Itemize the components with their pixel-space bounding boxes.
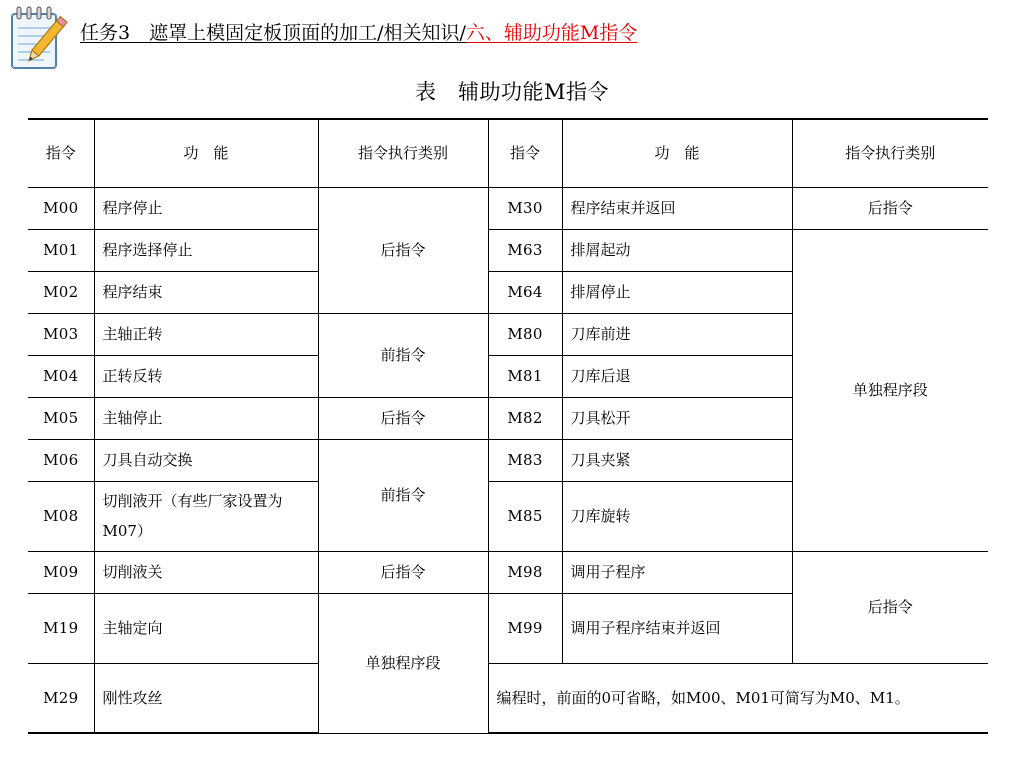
code-cell: M63 — [488, 229, 562, 271]
function-cell: 刀具松开 — [562, 397, 792, 439]
function-cell: 刚性攻丝 — [94, 663, 318, 733]
table-row — [28, 551, 988, 593]
function-cell: 程序结束并返回 — [562, 187, 792, 229]
code-cell: M04 — [28, 355, 94, 397]
category-cell: 后指令 — [318, 551, 488, 593]
table-row — [28, 663, 988, 733]
function-cell: 刀库后退 — [562, 355, 792, 397]
table-header-row — [28, 119, 988, 187]
code-cell: M85 — [488, 481, 562, 551]
code-cell: M03 — [28, 313, 94, 355]
code-cell: M98 — [488, 551, 562, 593]
code-cell: M30 — [488, 187, 562, 229]
header-cell: 指令执行类别 — [318, 119, 488, 187]
function-cell: 调用子程序结束并返回 — [562, 593, 792, 663]
function-cell: 主轴停止 — [94, 397, 318, 439]
table-row — [28, 187, 988, 229]
header-cell: 指令执行类别 — [792, 119, 988, 187]
table-title: 表 辅助功能M指令 — [414, 80, 609, 104]
function-cell: 主轴定向 — [94, 593, 318, 663]
function-cell: 刀具自动交换 — [94, 439, 318, 481]
code-cell: M64 — [488, 271, 562, 313]
function-cell: 程序选择停止 — [94, 229, 318, 271]
function-cell: 排屑起动 — [562, 229, 792, 271]
table-row — [28, 229, 988, 271]
function-cell: 刀库旋转 — [562, 481, 792, 551]
header-cell: 功 能 — [562, 119, 792, 187]
code-cell: M83 — [488, 439, 562, 481]
code-cell: M05 — [28, 397, 94, 439]
code-cell: M99 — [488, 593, 562, 663]
notebook-pencil-icon — [4, 2, 70, 72]
header-cell: 功 能 — [94, 119, 318, 187]
m-code-table — [28, 118, 988, 734]
breadcrumb-current-section[interactable]: 六、辅助功能M指令 — [465, 22, 638, 44]
function-cell: 刀具夹紧 — [562, 439, 792, 481]
code-cell: M08 — [28, 481, 94, 551]
function-cell: 调用子程序 — [562, 551, 792, 593]
code-cell: M09 — [28, 551, 94, 593]
function-cell: 正转反转 — [94, 355, 318, 397]
code-cell: M19 — [28, 593, 94, 663]
code-cell: M29 — [28, 663, 94, 733]
category-cell: 单独程序段 — [318, 593, 488, 733]
code-cell: M82 — [488, 397, 562, 439]
function-cell: 程序停止 — [94, 187, 318, 229]
category-cell: 后指令 — [318, 187, 488, 313]
code-cell: M02 — [28, 271, 94, 313]
code-cell: M06 — [28, 439, 94, 481]
category-cell: 后指令 — [792, 551, 988, 663]
code-cell: M01 — [28, 229, 94, 271]
function-cell: 刀库前进 — [562, 313, 792, 355]
category-cell: 单独程序段 — [792, 229, 988, 551]
header-cell: 指令 — [28, 119, 94, 187]
code-cell: M81 — [488, 355, 562, 397]
category-cell: 前指令 — [318, 439, 488, 551]
function-cell: 切削液关 — [94, 551, 318, 593]
function-cell: 排屑停止 — [562, 271, 792, 313]
function-cell: 切削液开（有些厂家设置为M07） — [94, 481, 318, 551]
breadcrumb — [80, 20, 637, 46]
function-cell: 主轴正转 — [94, 313, 318, 355]
category-cell: 后指令 — [318, 397, 488, 439]
function-cell: 程序结束 — [94, 271, 318, 313]
header-cell: 指令 — [488, 119, 562, 187]
category-cell: 后指令 — [792, 187, 988, 229]
code-cell: M80 — [488, 313, 562, 355]
note-cell: 编程时，前面的0可省略，如M00、M01可简写为M0、M1。 — [488, 663, 988, 733]
breadcrumb-path: 任务3 遮罩上模固定板顶面的加工/相关知识/ — [80, 22, 466, 44]
category-cell: 前指令 — [318, 313, 488, 397]
code-cell: M00 — [28, 187, 94, 229]
